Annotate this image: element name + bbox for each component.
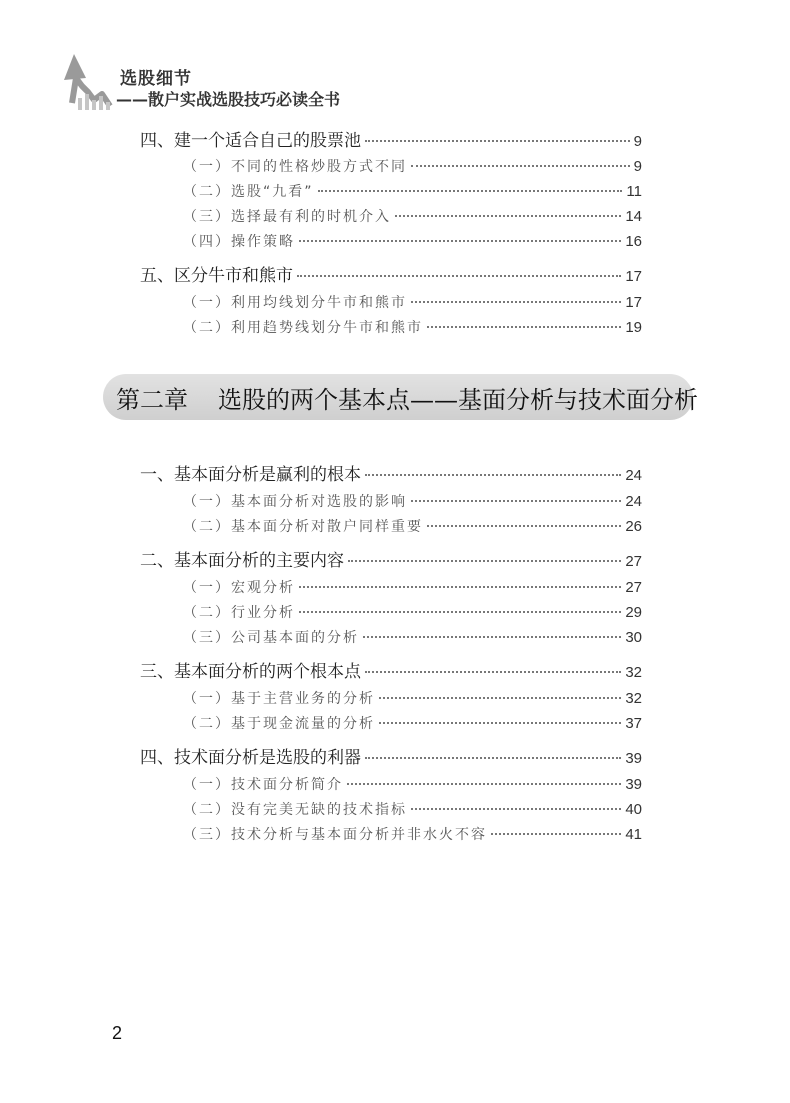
toc-subsection[interactable] [183,774,642,794]
page-header [58,48,458,118]
toc-subsection[interactable] [183,688,642,708]
leader-dots [379,697,621,699]
toc-subsection[interactable] [183,206,642,226]
leader-dots [411,808,621,810]
toc-page-number: 39 [625,750,642,767]
leader-dots [411,165,630,167]
book-title: 选股细节 [120,69,192,89]
toc-subsection[interactable] [183,713,642,733]
toc-entry-title: 五、区分牛市和熊市 [140,266,293,286]
leader-dots [299,611,621,613]
leader-dots [365,757,621,759]
page-number: 2 [112,1023,123,1043]
leader-dots [427,525,621,527]
toc-page-number: 16 [625,233,642,250]
toc-entry-title: （二）利用趋势线划分牛市和熊市 [183,320,423,336]
leader-dots [348,560,621,562]
toc-subsection[interactable] [183,181,642,201]
leader-dots [395,215,621,217]
toc-section[interactable] [140,546,642,571]
toc-page-number: 29 [625,604,642,621]
toc-section[interactable] [140,460,642,485]
toc-entry-title: （二）行业分析 [183,605,295,621]
leader-dots [297,275,621,277]
toc-subsection[interactable] [183,627,642,647]
leader-dots [365,140,630,142]
toc-entry-title: （二）选股“九看” [183,184,314,200]
leader-dots [299,586,621,588]
toc-page-number: 27 [625,579,642,596]
toc-subsection[interactable] [183,799,642,819]
toc-subsection[interactable] [183,516,642,536]
toc-entry-title: 三、基本面分析的两个根本点 [140,662,361,682]
toc-page-number: 37 [625,715,642,732]
toc-entry-title: （一）宏观分析 [183,580,295,596]
leader-dots [427,326,621,328]
toc-page-number: 9 [633,158,642,175]
toc-entry-title: （一）技术面分析简介 [183,777,343,793]
toc-subsection[interactable] [183,317,642,337]
toc-entry-title: （二）基于现金流量的分析 [183,716,375,732]
toc-entry-title: （四）操作策略 [183,234,295,250]
leader-dots [318,190,623,192]
toc-page-number: 32 [625,690,642,707]
toc-page-number: 24 [625,493,642,510]
toc-entry-title: （一）利用均线划分牛市和熊市 [183,295,407,311]
toc-page-number: 24 [625,467,642,484]
toc-section[interactable] [140,126,642,151]
toc-entry-title: （二）基本面分析对散户同样重要 [183,519,423,535]
toc-entry-title: 一、基本面分析是赢利的根本 [140,465,361,485]
toc-entry-title: （三）公司基本面的分析 [183,630,359,646]
leader-dots [347,783,621,785]
toc-page-number: 9 [633,133,642,150]
leader-dots [363,636,621,638]
toc-page-number: 17 [625,268,642,285]
chapter-heading[interactable] [116,380,698,415]
toc-page-number: 11 [626,183,642,200]
toc-subsection[interactable] [183,292,642,312]
toc-subsection[interactable] [183,156,642,176]
toc-subsection[interactable] [183,824,642,844]
toc-page-number: 41 [625,826,642,843]
toc-page-number: 14 [625,208,642,225]
toc-subsection[interactable] [183,602,642,622]
toc-section[interactable] [140,743,642,768]
toc-entry-title: 四、技术面分析是选股的利器 [140,748,361,768]
toc-entry-title: （一）基于主营业务的分析 [183,691,375,707]
chapter-title: 选股的两个基本点——基面分析与技术面分析 [218,386,698,414]
toc-page-number: 32 [625,664,642,681]
toc-section[interactable] [140,657,642,682]
toc-entry-title: （一）基本面分析对选股的影响 [183,494,407,510]
leader-dots [411,301,621,303]
toc-subsection[interactable] [183,577,642,597]
toc-page-number: 19 [625,319,642,336]
toc-page-number: 27 [625,553,642,570]
book-subtitle: ——散户实战选股技巧必读全书 [116,90,341,109]
toc-entry-title: （三）技术分析与基本面分析并非水火不容 [183,827,487,843]
chapter-number: 第二章 [116,386,188,414]
leader-dots [365,671,621,673]
toc-entry-title: 四、建一个适合自己的股票池 [140,131,361,151]
toc-page-number: 40 [625,801,642,818]
toc-page-number: 39 [625,776,642,793]
toc-entry-title: （一）不同的性格炒股方式不同 [183,159,407,175]
leader-dots [299,240,621,242]
toc-subsection[interactable] [183,231,642,251]
leader-dots [491,833,621,835]
toc-entry-title: （三）选择最有利的时机介入 [183,209,391,225]
toc-subsection[interactable] [183,491,642,511]
toc-page-number: 30 [625,629,642,646]
leader-dots [411,500,621,502]
toc-entry-title: （二）没有完美无缺的技术指标 [183,802,407,818]
leader-dots [379,722,621,724]
toc-page-number: 26 [625,518,642,535]
toc-section[interactable] [140,261,642,286]
leader-dots [365,474,621,476]
toc-entry-title: 二、基本面分析的主要内容 [140,551,344,571]
toc-page-number: 17 [625,294,642,311]
